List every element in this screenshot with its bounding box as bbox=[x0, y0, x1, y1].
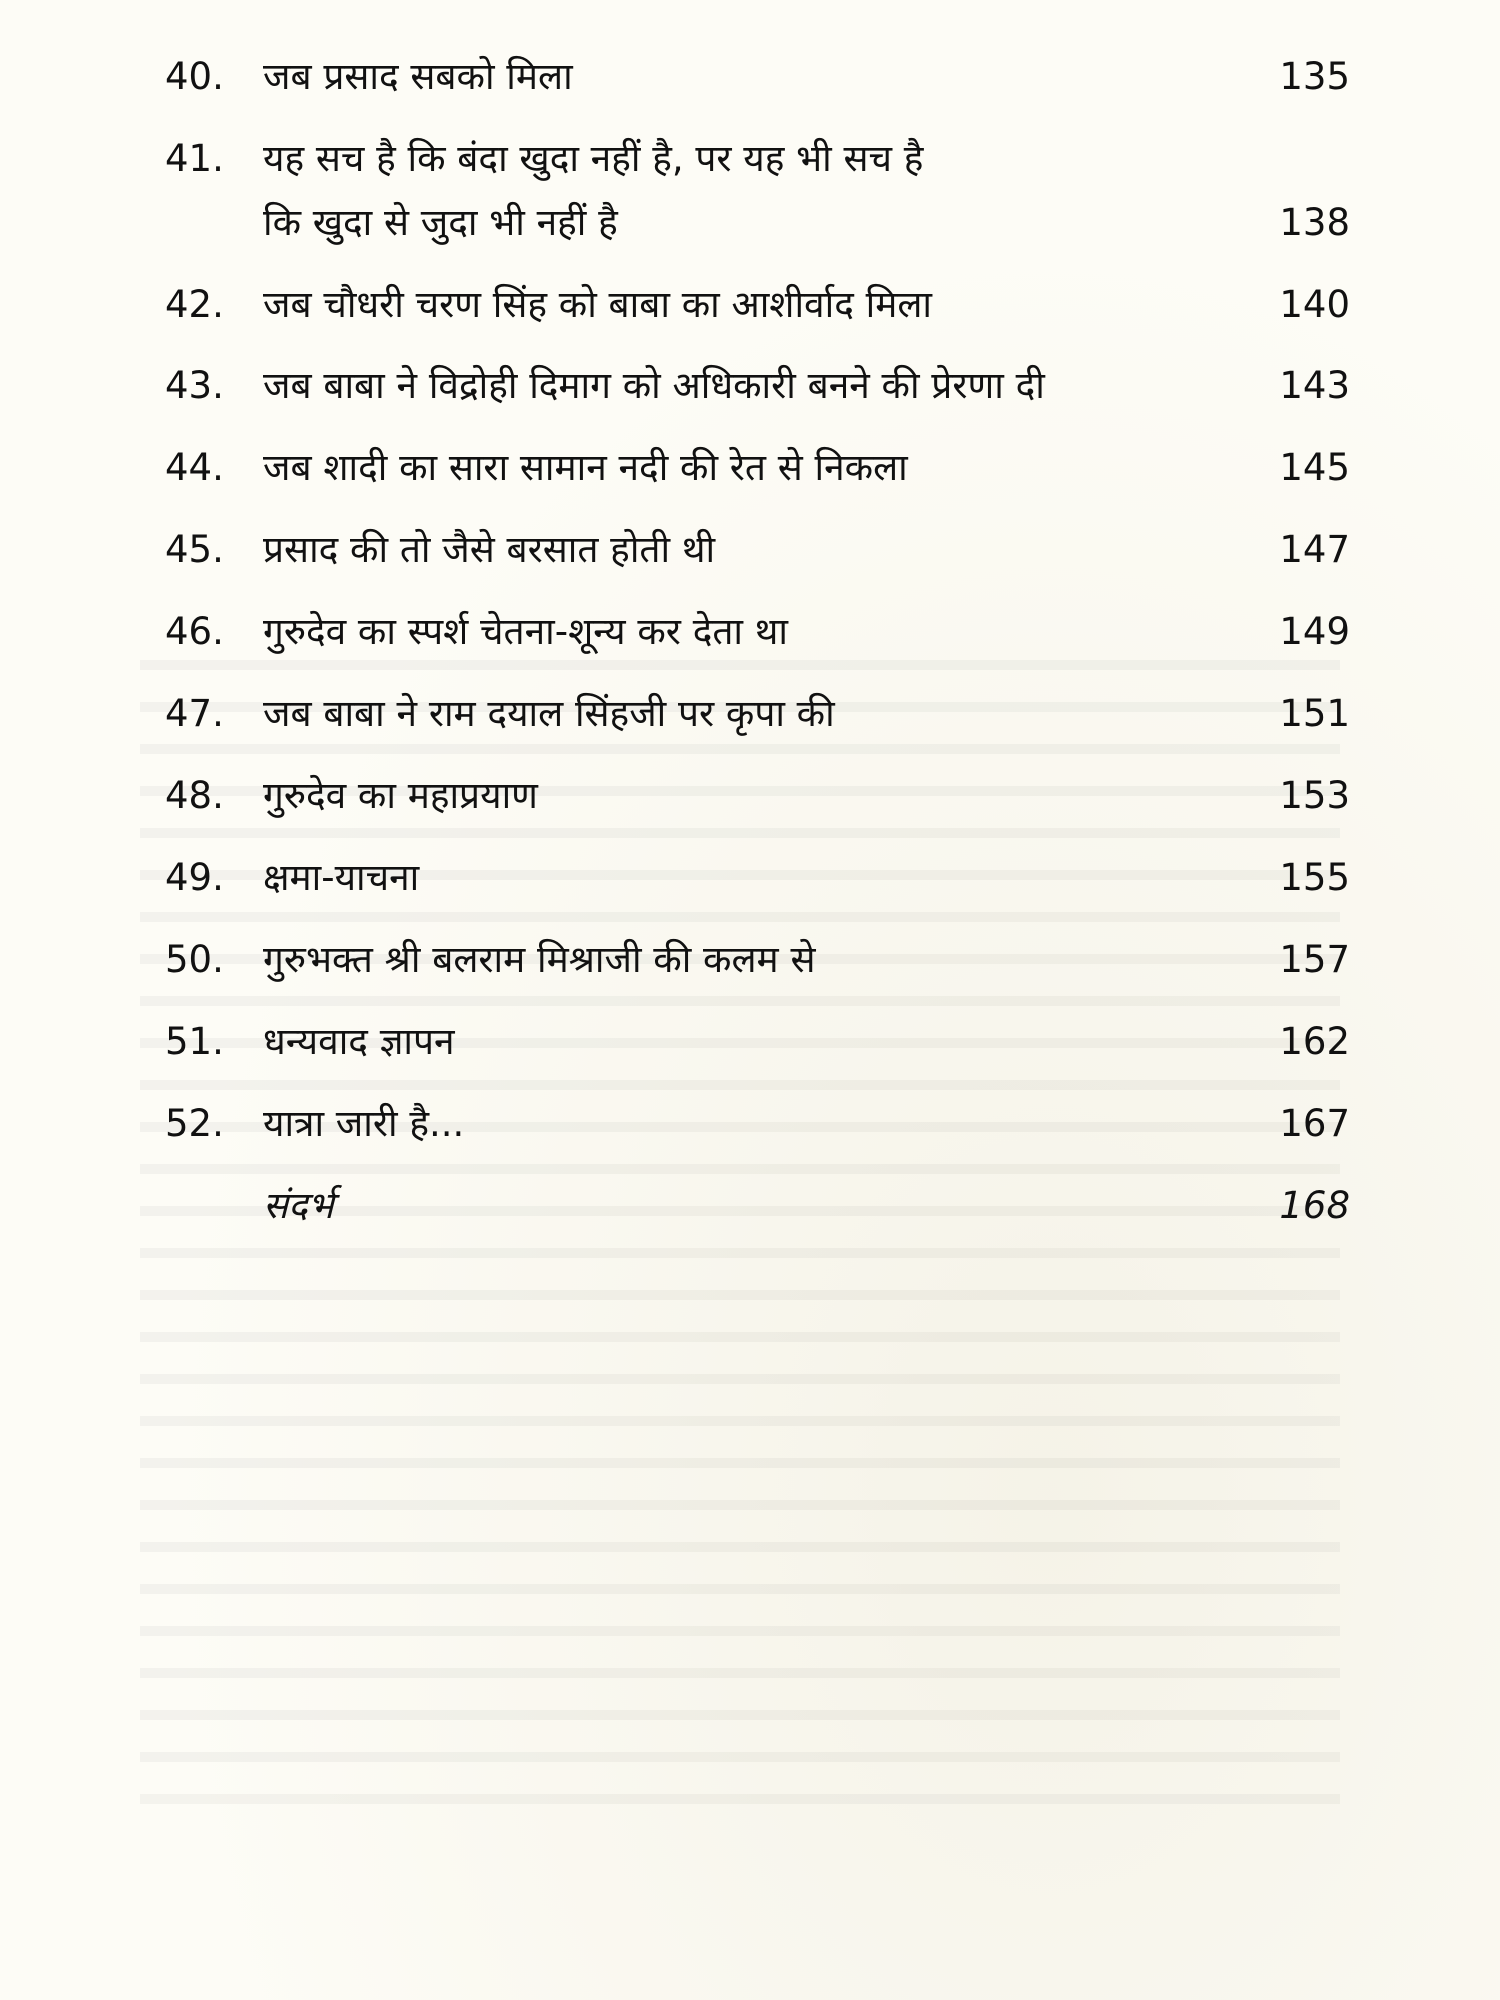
entry-page-number: 157 bbox=[1279, 938, 1350, 981]
entry-number: 49. bbox=[165, 856, 224, 899]
entry-page-number: 153 bbox=[1279, 774, 1350, 817]
entry-title: जब बाबा ने राम दयाल सिंहजी पर कृपा की bbox=[263, 692, 835, 735]
entry-number: 46. bbox=[165, 610, 224, 653]
entry-page-number: 149 bbox=[1279, 610, 1350, 653]
entry-page-number: 155 bbox=[1279, 856, 1350, 899]
entry-title: गुरुदेव का स्पर्श चेतना-शून्य कर देता था bbox=[263, 610, 788, 653]
entry-title: प्रसाद की तो जैसे बरसात होती थी bbox=[263, 528, 716, 571]
toc-entry-41[interactable] bbox=[165, 137, 1350, 250]
references-title: संदर्भ bbox=[263, 1184, 334, 1227]
references-page-number: 168 bbox=[1279, 1184, 1350, 1227]
entry-page-number: 143 bbox=[1279, 364, 1350, 407]
entry-number: 43. bbox=[165, 364, 224, 407]
entry-title: जब प्रसाद सबको मिला bbox=[263, 55, 573, 98]
entry-page-number: 147 bbox=[1279, 528, 1350, 571]
entry-number: 51. bbox=[165, 1020, 224, 1063]
entry-title: जब बाबा ने विद्रोही दिमाग को अधिकारी बनने की प्रेरणा दी bbox=[263, 364, 1045, 407]
entry-title: जब शादी का सारा सामान नदी की रेत से निकला bbox=[263, 446, 908, 489]
entry-page-number: 167 bbox=[1279, 1102, 1350, 1145]
entry-title: धन्यवाद ज्ञापन bbox=[263, 1020, 455, 1063]
entry-number: 52. bbox=[165, 1102, 224, 1145]
entry-number: 50. bbox=[165, 938, 224, 981]
entry-title: गुरुभक्त श्री बलराम मिश्राजी की कलम से bbox=[263, 938, 816, 981]
entry-page-number: 145 bbox=[1279, 446, 1350, 489]
entry-title: यह सच है कि बंदा खुदा नहीं है, पर यह भी सच है bbox=[263, 137, 924, 180]
entry-page-number: 162 bbox=[1279, 1020, 1350, 1063]
entry-number: 48. bbox=[165, 774, 224, 817]
entry-title: यात्रा जारी है... bbox=[263, 1102, 465, 1145]
entry-title: गुरुदेव का महाप्रयाण bbox=[263, 774, 538, 817]
entry-page-number: 135 bbox=[1279, 55, 1350, 98]
entry-number: 47. bbox=[165, 692, 224, 735]
entry-page-number: 138 bbox=[1279, 201, 1350, 244]
entry-title: क्षमा-याचना bbox=[263, 856, 420, 899]
entry-page-number: 140 bbox=[1279, 283, 1350, 326]
entry-title: जब चौधरी चरण सिंह को बाबा का आशीर्वाद मिला bbox=[263, 283, 932, 326]
entry-number: 42. bbox=[165, 283, 224, 326]
entry-title-continued: कि खुदा से जुदा भी नहीं है bbox=[263, 201, 618, 244]
entry-page-number: 151 bbox=[1279, 692, 1350, 735]
entry-number: 44. bbox=[165, 446, 224, 489]
entry-number: 45. bbox=[165, 528, 224, 571]
entry-number: 40. bbox=[165, 55, 224, 98]
entry-number: 41. bbox=[165, 137, 224, 180]
